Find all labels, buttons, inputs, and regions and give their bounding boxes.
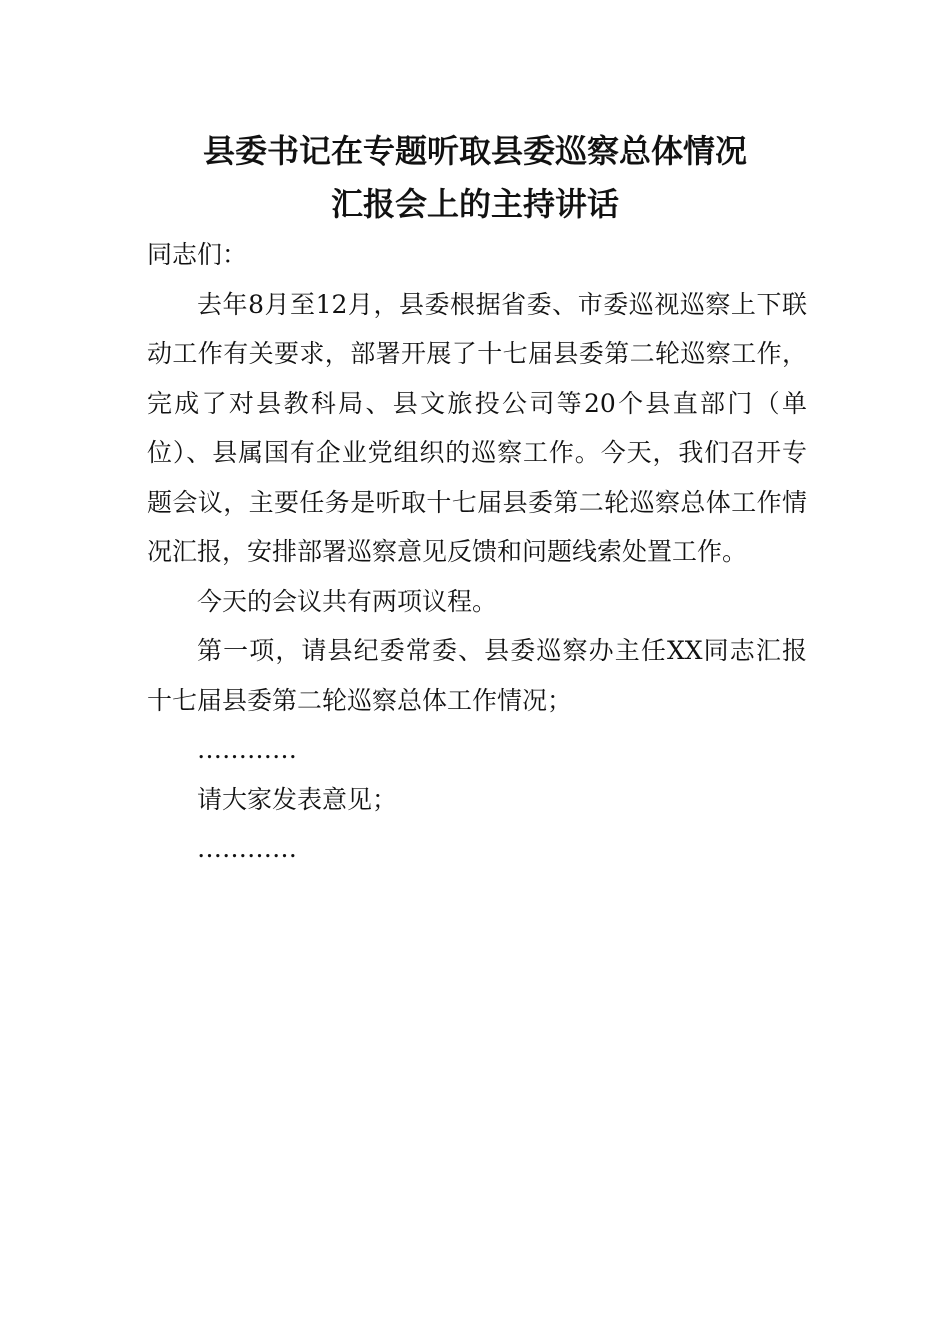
salutation: 同志们： [147, 240, 248, 269]
paragraph-opinions: 请大家发表意见； [197, 784, 398, 814]
paragraph-agenda: 今天的会议共有两项议程。 [197, 586, 498, 616]
document-title-line-1: 县委书记在专题听取县委巡察总体情况 [202, 132, 747, 170]
paragraph-intro: 去年8月至12月，县委根据省委、市委巡视巡察上下联动工作有关要求，部署开展了十七届县委第二轮巡察工作，完成了对县教科局、县文旅投公司等20个县直部门（单位）、县属国有企业党组织的巡察工作。今天，我们召开专题会议，主要任务是听取十七届县委第二轮巡察总体工作情况汇报，安排部署巡察意见反馈和问题线索处置工作。 [147, 289, 807, 566]
paragraph-item-one: 第一项，请县纪委常委、县委巡察办主任XX同志汇报十七届县委第二轮巡察总体工作情况； [147, 636, 807, 715]
document-title-line-2: 汇报会上的主持讲话 [330, 185, 619, 223]
ellipsis-line: ………… [197, 834, 297, 863]
ellipsis-line: ………… [197, 735, 297, 764]
document-body [147, 230, 807, 874]
